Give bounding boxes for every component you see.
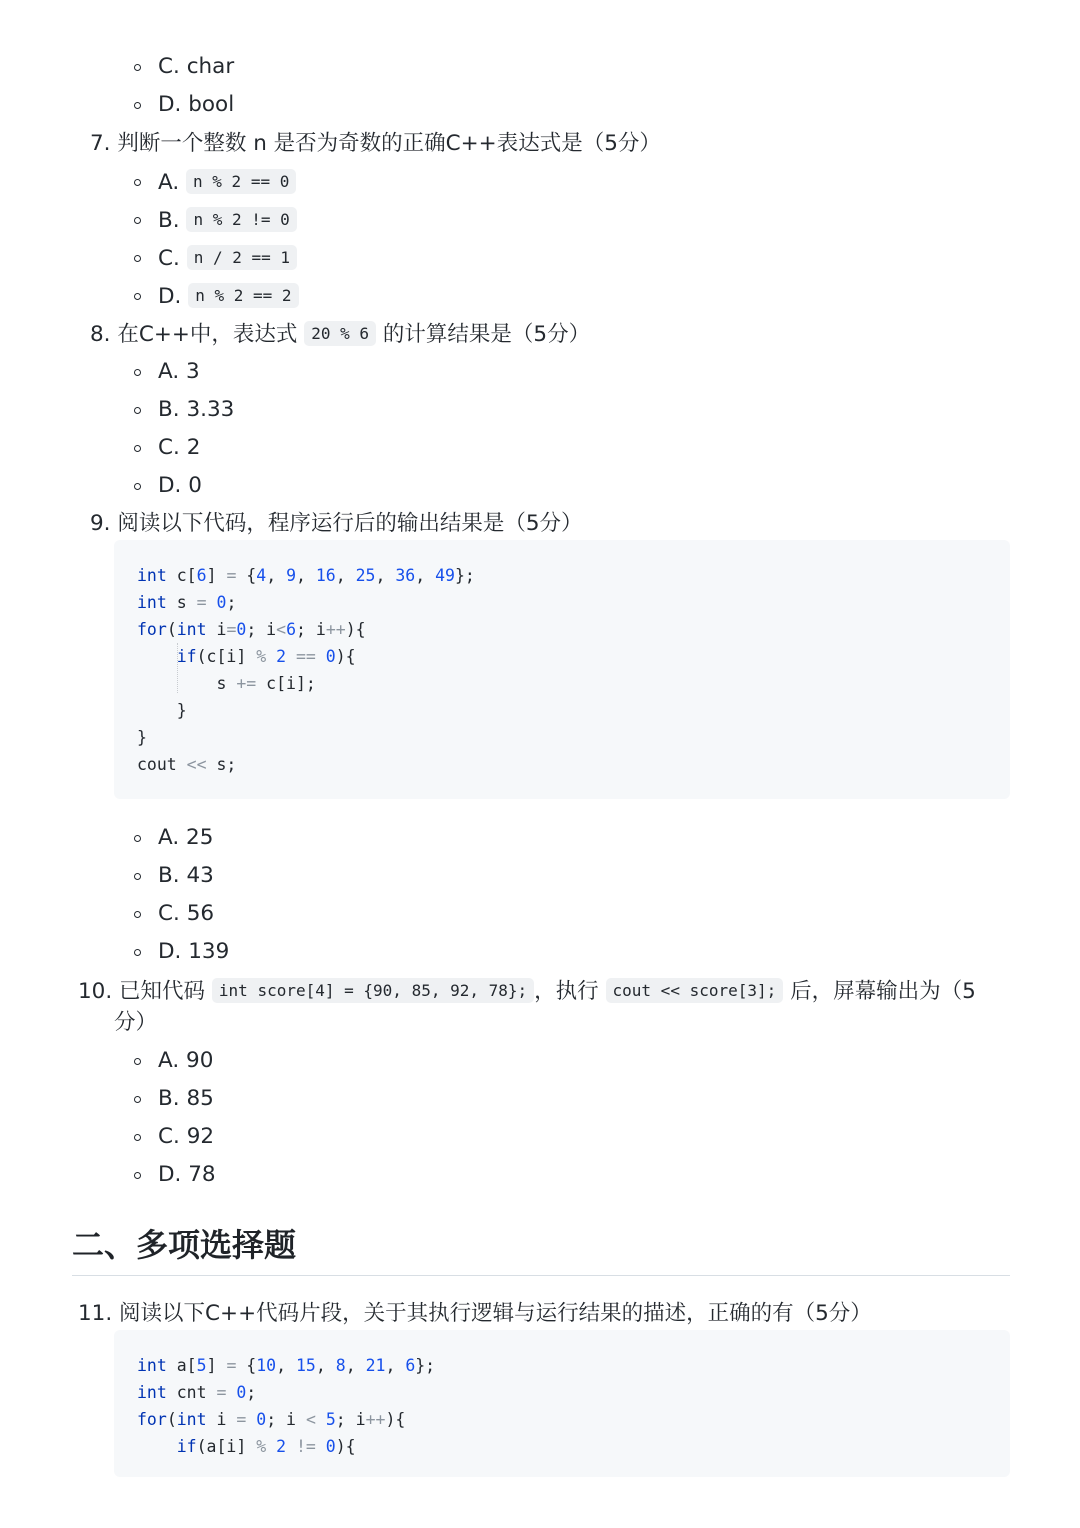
- inline-code: cout << score[3];: [606, 978, 784, 1003]
- code-line: if(a[i] % 2 != 0){: [176, 1437, 356, 1456]
- q9-option-b: B. 43: [158, 863, 214, 888]
- bullet-icon: [134, 255, 141, 262]
- q6-option-d: D. bool: [158, 92, 235, 117]
- bullet-icon: [134, 293, 141, 300]
- bullet-icon: [134, 873, 141, 880]
- q7-stem: 7. 判断一个整数 n 是否为奇数的正确C++表达式是（5分）: [90, 131, 661, 156]
- q7-option-c: C. n / 2 == 1: [158, 243, 297, 274]
- bullet-icon: [134, 1096, 141, 1103]
- code-line: }: [137, 701, 187, 720]
- q10-option-d: D. 78: [158, 1162, 216, 1187]
- inline-code: n % 2 == 0: [186, 169, 296, 194]
- bullet-icon: [134, 1058, 141, 1065]
- bullet-icon: [134, 217, 141, 224]
- bullet-icon: [134, 911, 141, 918]
- q8-option-b: B. 3.33: [158, 397, 235, 422]
- q6-option-c: C. char: [158, 54, 235, 79]
- bullet-icon: [134, 949, 141, 956]
- code-line: s += c[i];: [137, 674, 316, 693]
- bullet-icon: [134, 445, 141, 452]
- inline-code: n / 2 == 1: [187, 245, 297, 270]
- q8-option-a: A. 3: [158, 359, 200, 384]
- q10-stem-continued: 分）: [114, 1010, 158, 1035]
- bullet-icon: [134, 1172, 141, 1179]
- code-line: int c[6] = {4, 9, 16, 25, 36, 49};: [137, 566, 475, 585]
- q8-stem: 8. 在C++中，表达式 20 % 6 的计算结果是（5分）: [90, 322, 591, 347]
- q8-option-c: C. 2: [158, 435, 201, 460]
- bullet-icon: [134, 64, 141, 71]
- q10-option-c: C. 92: [158, 1124, 215, 1149]
- q7-option-b: B. n % 2 != 0: [158, 205, 297, 236]
- code-line: }: [137, 728, 147, 747]
- q11-code-block: [114, 1330, 1010, 1477]
- code-line: int s = 0;: [137, 593, 237, 612]
- q9-option-a: A. 25: [158, 825, 214, 850]
- code-line: for(int i = 0; i < 5; i++){: [137, 1410, 406, 1429]
- q10-stem: 10. 已知代码 int score[4] = {90, 85, 92, 78}; ，执行 cout << score[3]; 后，屏幕输出为（5: [78, 979, 976, 1004]
- code-line: cout << s;: [137, 755, 237, 774]
- inline-code: n % 2 == 2: [188, 283, 298, 308]
- bullet-icon: [134, 407, 141, 414]
- q7-option-a: A. n % 2 == 0: [158, 167, 296, 198]
- q7-option-d: D. n % 2 == 2: [158, 281, 299, 312]
- q11-stem: 11. 阅读以下C++代码片段，关于其执行逻辑与运行结果的描述，正确的有（5分）: [78, 1301, 872, 1326]
- q9-code-block: [114, 540, 1010, 799]
- code-line: int cnt = 0;: [137, 1383, 257, 1402]
- inline-code: 20 % 6: [304, 321, 376, 346]
- code-line: if(c[i] % 2 == 0){: [176, 647, 356, 666]
- code-line: for(int i=0; i<6; i++){: [137, 620, 366, 639]
- bullet-icon: [134, 369, 141, 376]
- inline-code: int score[4] = {90, 85, 92, 78};: [212, 978, 534, 1003]
- code-line: int a[5] = {10, 15, 8, 21, 6};: [137, 1356, 436, 1375]
- bullet-icon: [134, 835, 141, 842]
- bullet-icon: [134, 179, 141, 186]
- q9-option-c: C. 56: [158, 901, 215, 926]
- bullet-icon: [134, 102, 141, 109]
- bullet-icon: [134, 1134, 141, 1141]
- heading-divider: [72, 1275, 1010, 1276]
- inline-code: n % 2 != 0: [186, 207, 296, 232]
- q9-option-d: D. 139: [158, 939, 230, 964]
- q9-stem: 9. 阅读以下代码，程序运行后的输出结果是（5分）: [90, 511, 583, 536]
- bullet-icon: [134, 483, 141, 490]
- q10-option-b: B. 85: [158, 1086, 214, 1111]
- q10-option-a: A. 90: [158, 1048, 214, 1073]
- q8-option-d: D. 0: [158, 473, 202, 498]
- section-heading: 二、多项选择题: [72, 1226, 297, 1264]
- indent-guide: [177, 643, 178, 693]
